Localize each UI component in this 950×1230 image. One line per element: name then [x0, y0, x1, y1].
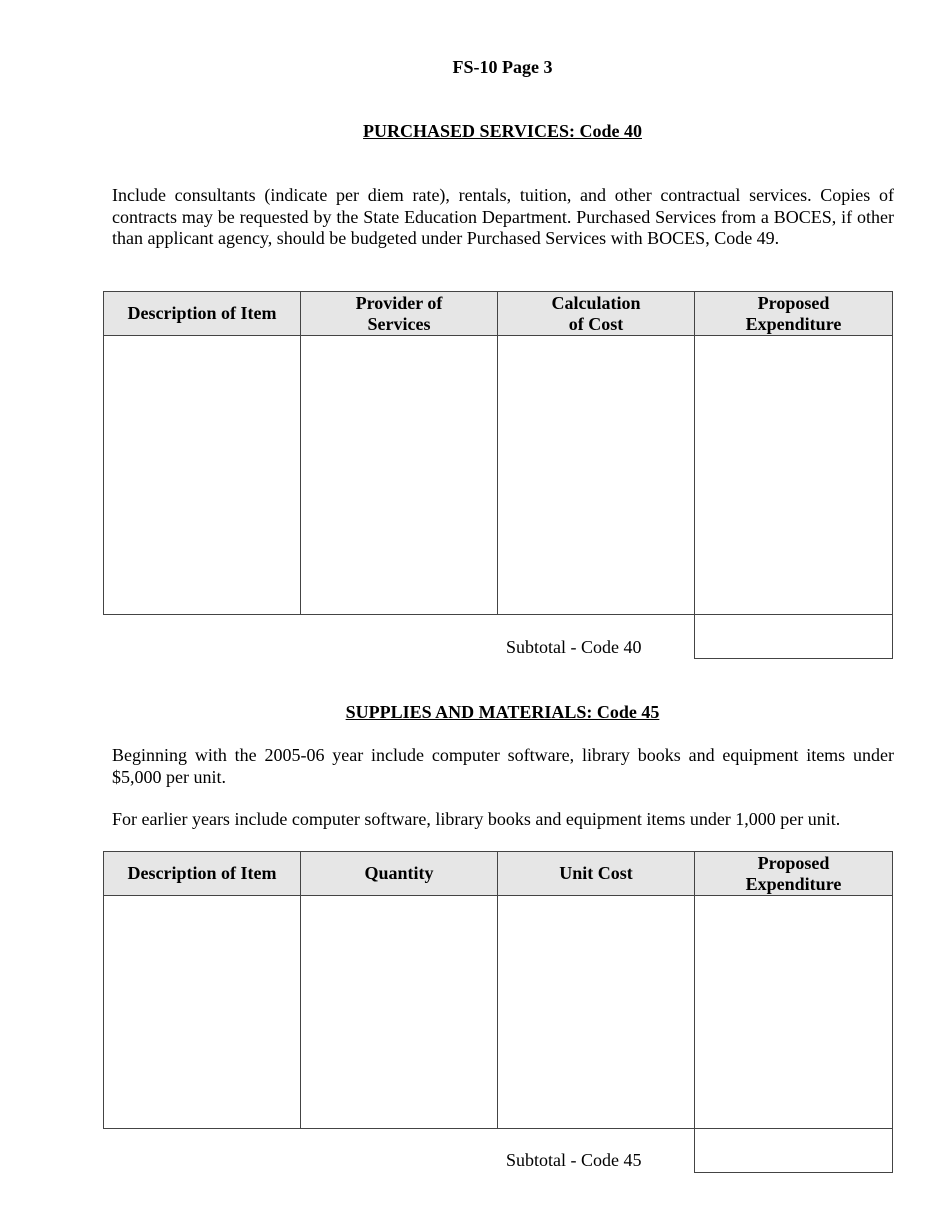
column-header-description: Description of Item	[104, 852, 301, 896]
unit-cost-cell[interactable]	[498, 896, 695, 1129]
subtotal-code-40-field[interactable]	[694, 615, 893, 659]
column-header-unit-cost: Unit Cost	[498, 852, 695, 896]
supplies-instructions-2: For earlier years include computer software, library books and equipment items under 1,000 per unit.	[112, 809, 841, 829]
supplies-title: SUPPLIES AND MATERIALS: Code 45	[345, 702, 660, 722]
purchased-services-instructions: Include consultants (indicate per diem rate), rentals, tuition, and other contractual services. Copies of contracts may be requested by the State Education Department. Purchased Services from a BOCES, if other than applicant agency, should be budgeted under Purchased Services with BOCES, Code 49.	[112, 185, 894, 248]
column-header-calculation: Calculation of Cost	[498, 292, 695, 336]
subtotal-code-45-field[interactable]	[694, 1129, 893, 1173]
description-cell[interactable]	[104, 896, 301, 1129]
proposed-expenditure-cell[interactable]	[695, 336, 893, 615]
calculation-cell[interactable]	[498, 336, 695, 615]
page-header: FS-10 Page 3	[452, 57, 553, 77]
column-header-proposed-expenditure: Proposed Expenditure	[695, 292, 893, 336]
purchased-services-title: PURCHASED SERVICES: Code 40	[363, 121, 642, 141]
subtotal-code-40-label: Subtotal - Code 40	[506, 637, 642, 657]
column-header-provider: Provider of Services	[301, 292, 498, 336]
quantity-cell[interactable]	[301, 896, 498, 1129]
provider-cell[interactable]	[301, 336, 498, 615]
proposed-expenditure-cell[interactable]	[695, 896, 893, 1129]
description-cell[interactable]	[104, 336, 301, 615]
purchased-services-table	[103, 291, 893, 615]
supplies-table	[103, 851, 893, 1129]
column-header-description: Description of Item	[104, 292, 301, 336]
supplies-instructions-1: Beginning with the 2005-06 year include computer software, library books and equipment items under $5,000 per unit.	[112, 745, 894, 787]
column-header-proposed-expenditure: Proposed Expenditure	[695, 852, 893, 896]
subtotal-code-45-label: Subtotal - Code 45	[506, 1150, 642, 1170]
column-header-quantity: Quantity	[301, 852, 498, 896]
